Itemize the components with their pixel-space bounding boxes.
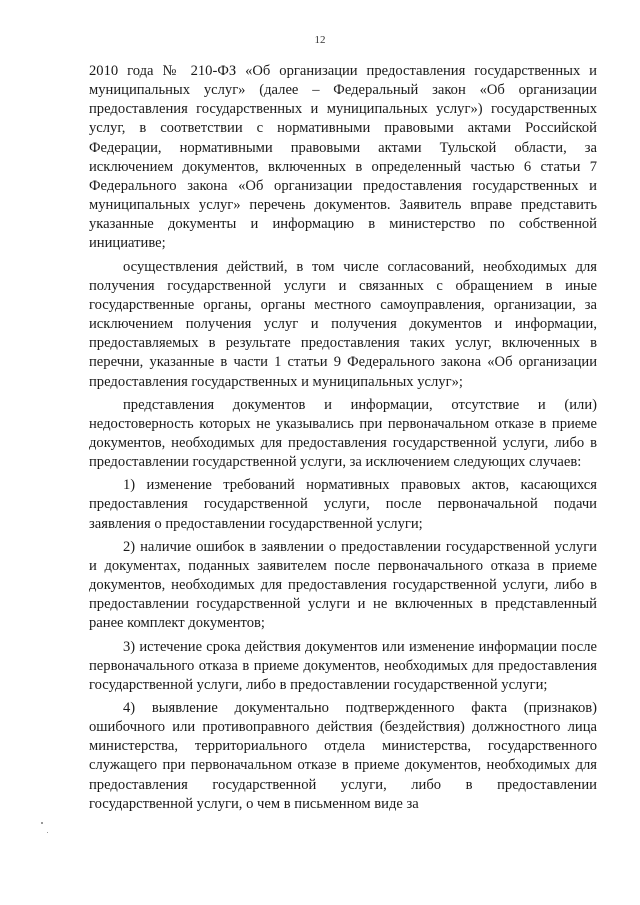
list-item-paragraph: 3) истечение срока действия документов или изменение информации после первоначального отказа в приеме документов, необходимых для предоставления государственной услуги, либо в предоставлении государственной услуги; xyxy=(89,638,597,693)
list-item-paragraph: 4) выявление документально подтвержденного факта (признаков) ошибочного или противоправного действия (бездействия) должностного лица министерства, территориального отдела министерства, государственного служащего при первоначальном отказе в приеме документов, необходимых для предоставления государственной услуги, либо в предоставлении государственной услуги, о чем в письменном виде за xyxy=(89,700,597,812)
scan-speck xyxy=(47,832,48,833)
list-item-paragraph: 2) наличие ошибок в заявлении о предоставлении государственной услуги и документах, поданных заявителем после первоначального отказа в приеме документов, необходимых для предоставления государственной услуги, либо в предоставлении государственной услуги и не включенных в представленный ранее комплект документов; xyxy=(89,538,597,632)
paragraph: 2010 года № 210-ФЗ «Об организации предоставления государственных и муниципальных услуг» (далее – Федеральный закон «Об организации предоставления государственных и муниципальных услуг») государственных услуг, в соответствии с нормативными правовыми актами Российской Федерации, нормативными правовыми актами Тульской области, за исключением документов, включенных в определенный частью 6 статьи 7 Федерального закона «Об организации предоставления государственных и муниципальных услуг» перечень документов. Заявитель вправе представить указанные документы и информацию в министерство по собственной инициативе; xyxy=(89,63,597,252)
list-item-paragraph: 1) изменение требований нормативных правовых актов, касающихся предоставления государственной услуги, после первоначальной подачи заявления о предоставлении государственной услуги; xyxy=(89,477,597,532)
body-text xyxy=(89,62,597,814)
scan-speck xyxy=(41,822,43,824)
paragraph: осуществления действий, в том числе согласований, необходимых для получения государственной услуги и связанных с обращением в иные государственные органы, органы местного самоуправления, организации, за исключением получения услуг и получения документов и информации, предоставляемых в результате предоставления таких услуг, включенных в перечни, указанные в части 1 статьи 9 Федерального закона «Об организации предоставления государственных и муниципальных услуг»; xyxy=(89,258,597,390)
page-number: 12 xyxy=(314,34,326,46)
paragraph: представления документов и информации, отсутствие и (или) недостоверность которых не указывались при первоначальном отказе в приеме документов, необходимых для предоставления государственной услуги, либо в предоставлении государственной услуги, за исключением следующих случаев: xyxy=(89,396,597,471)
